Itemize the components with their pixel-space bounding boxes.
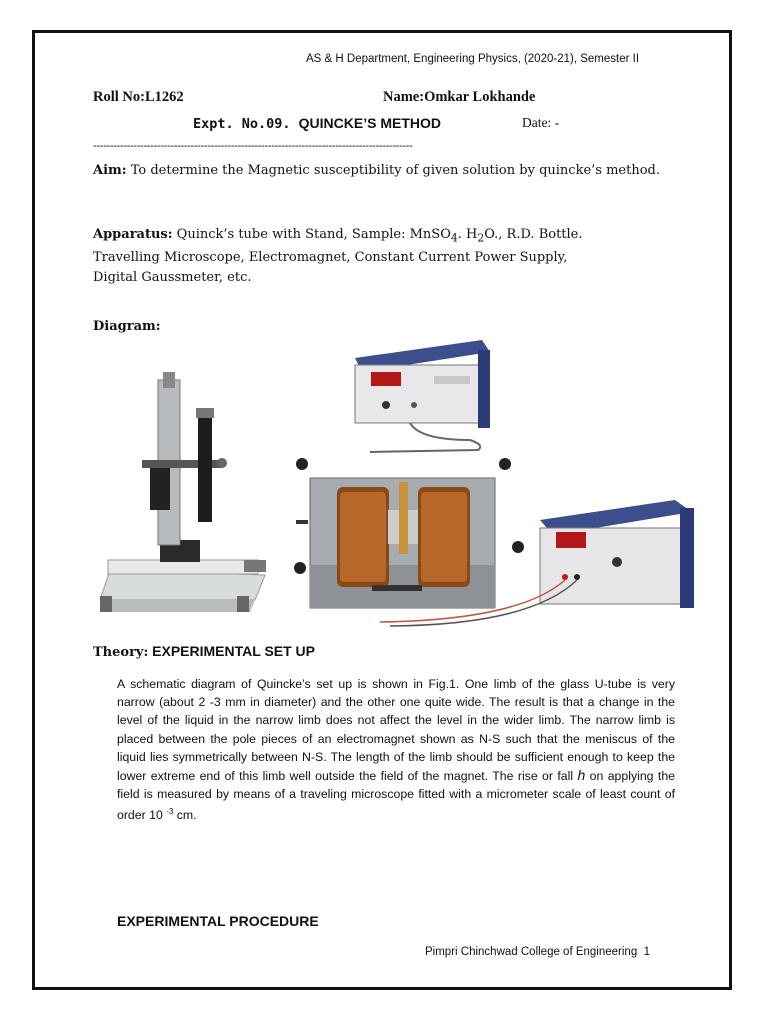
apparatus-line2: Travelling Microscope, Electromagnet, Constant Current Power Supply, (93, 250, 568, 266)
apparatus-label: Apparatus: (93, 227, 173, 242)
setup-heading: EXPERIMENTAL SET UP (148, 643, 316, 659)
gaussmeter-image (355, 340, 490, 452)
separator-line: ----------------------------------------------------------------------------------------------- (93, 140, 413, 152)
height-symbol: h (577, 767, 586, 784)
subscript-2: 2 (477, 231, 485, 245)
aim-text: To determine the Magnetic susceptibility of given solution by quincke’s method. (126, 163, 660, 178)
expt-number: 09. (266, 116, 299, 132)
theory-heading (93, 643, 315, 660)
footer-college: Pimpri Chinchwad College of Engineering (425, 946, 638, 958)
apparatus-line3: Digital Gaussmeter, etc. (93, 269, 252, 285)
date-field: Date: - (522, 115, 560, 130)
travelling-microscope-image (100, 372, 266, 612)
theory-text-b: on applying the field is measured by means of a traveling microscope fitted with a micrometer scale of least count of order 10 (117, 769, 675, 823)
page-number: 1 (643, 946, 651, 958)
theory-paragraph (117, 675, 675, 825)
apparatus-mid: . H (457, 227, 478, 242)
expt-title: QUINCKE’S METHOD (298, 115, 442, 131)
roll-number: Roll No:L1262 (93, 89, 184, 105)
exponent: -3 (166, 807, 174, 817)
theory-label: Theory: (93, 645, 149, 660)
theory-text-a: A schematic diagram of Quincke’s set up is shown in Fig.1. One limb of the glass U-tube is very narrow (about 2 -3 mm in diameter) and the other one quite wide. The result is that a change in the level of the liquid in the narrow limb does not affect the level in the wider limb. The narrow limb is placed between the pole pieces of an electromagnet shown as N-S such that the meniscus of the liquid lies symmetrically between N-S. The length of the limb should be sufficient enough to keep the lower extreme end of this limb well outside the field of the magnet. The rise or fall (117, 677, 675, 784)
department-header: AS & H Department, Engineering Physics, (2020-21), Semester II (306, 53, 640, 65)
expt-prefix: Expt. No. (193, 116, 267, 132)
student-name: Name:Omkar Lokhande (383, 89, 536, 105)
electromagnet-image (294, 458, 524, 608)
apparatus-line1b: O., R.D. Bottle. (484, 227, 583, 242)
diagram-label: Diagram: (93, 319, 161, 334)
theory-text-c: cm. (173, 808, 197, 823)
subscript-4: 4 (450, 231, 458, 245)
apparatus-line1: Quinck’s tube with Stand, Sample: MnSO (172, 227, 451, 242)
footer (425, 946, 650, 958)
procedure-heading: EXPERIMENTAL PROCEDURE (117, 913, 319, 929)
aim-label: Aim: (93, 163, 127, 178)
